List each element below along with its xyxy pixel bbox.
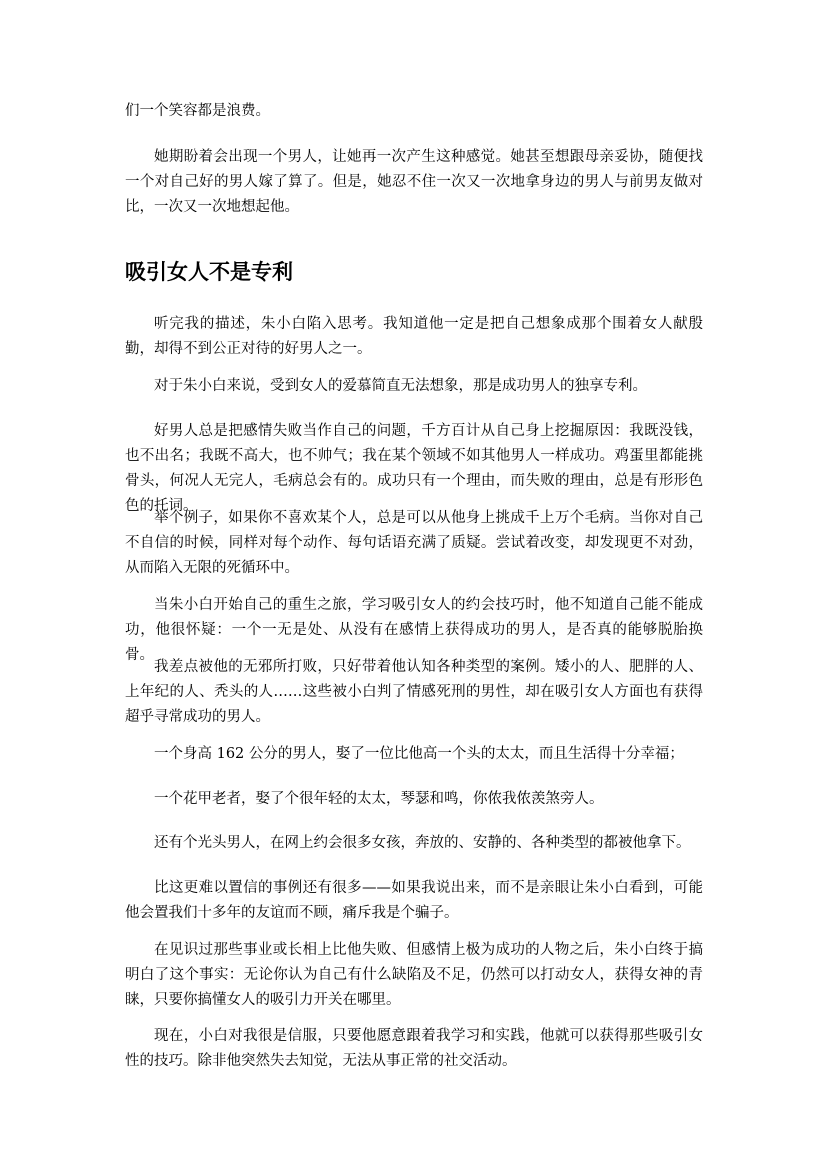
paragraph: 好男人总是把感情失败当作自己的问题，千方百计从自己身上挖掘原因：我既没钱，也不出名；我既不高大，也不帅气；我在某个领域不如其他男人一样成功。鸡蛋里都能挑骨头，何况人无完人，毛病总会有的。成功只有一个理由，而失败的理由，总是有形形色色的托词。 <box>125 423 703 514</box>
section-heading: 吸引女人不是专利 <box>125 259 293 284</box>
paragraph: 举个例子，如果你不喜欢某个人，总是可以从他身上挑成千上万个毛病。当你对自己不自信的时候，同样对每个动作、每句话语充满了质疑。尝试着改变，却发现更不对劲，从而陷入无限的死循环中。 <box>125 510 703 576</box>
paragraph: 我差点被他的无邪所打败，只好带着他认知各种类型的案例。矮小的人、肥胖的人、上年纪的人、秃头的人……这些被小白判了情感死刑的男性，却在吸引女人方面也有获得超乎寻常成功的男人。 <box>125 659 703 725</box>
paragraph: 听完我的描述，朱小白陷入思考。我知道他一定是把自己想象成那个围着女人献殷勤，却得不到公正对待的好男人之一。 <box>125 316 703 357</box>
paragraph: 一个身高 162 公分的男人，娶了一位比他高一个头的太太，而且生活得十分幸福； <box>154 746 684 762</box>
paragraph: 一个花甲老者，娶了个很年轻的太太，琴瑟和鸣，你侬我侬羡煞旁人。 <box>154 791 604 807</box>
paragraph: 当朱小白开始自己的重生之旅，学习吸引女人的约会技巧时，他不知道自己能不能成功，他很怀疑：一个一无是处、从没有在感情上获得成功的男人，是否真的能够脱胎换骨。 <box>125 597 703 663</box>
paragraph: 比这更难以置信的事例还有很多——如果我说出来，而不是亲眼让朱小白看到，可能他会置我们十多年的友谊而不顾，痛斥我是个骗子。 <box>125 880 703 921</box>
paragraph: 对于朱小白来说，受到女人的爱慕简直无法想象，那是成功男人的独享专利。 <box>154 378 647 394</box>
paragraph: 她期盼着会出现一个男人，让她再一次产生这种感觉。她甚至想跟母亲妥协，随便找一个对自己好的男人嫁了算了。但是，她忍不住一次又一次地拿身边的男人与前男友做对比，一次又一次地想起他。 <box>125 149 703 215</box>
paragraph: 在见识过那些事业或长相上比他失败、但感情上极为成功的人物之后，朱小白终于搞明白了这个事实：无论你认为自己有什么缺陷及不足，仍然可以打动女人，获得女神的青睐，只要你搞懂女人的吸引力开关在哪里。 <box>125 942 703 1008</box>
paragraph: 还有个光头男人，在网上约会很多女孩，奔放的、安静的、各种类型的都被他拿下。 <box>154 835 691 851</box>
paragraph-continuation: 们一个笑容都是浪费。 <box>125 103 270 119</box>
paragraph: 现在，小白对我很是信服，只要他愿意跟着我学习和实践，他就可以获得那些吸引女性的技巧。除非他突然失去知觉，无法从事正常的社交活动。 <box>125 1028 703 1069</box>
